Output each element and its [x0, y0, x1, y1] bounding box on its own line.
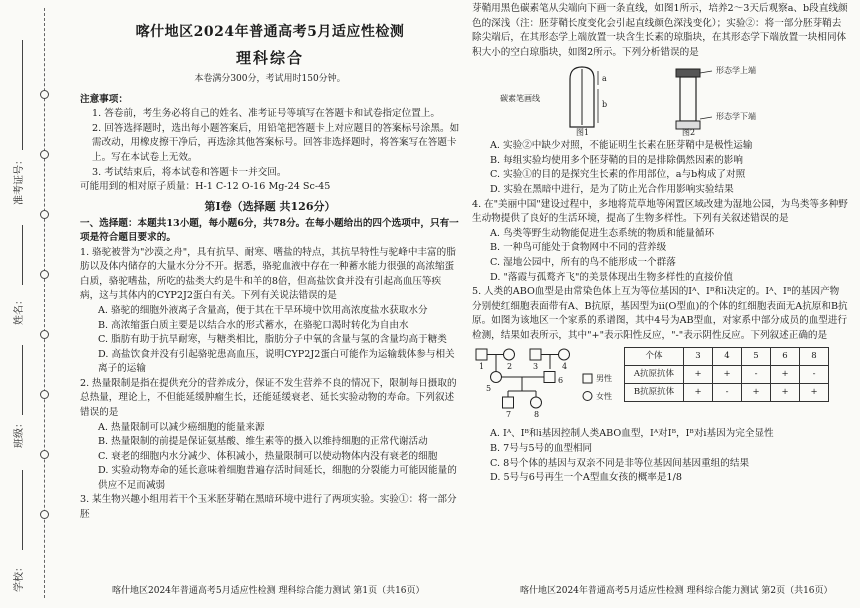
pedigree-number: 7: [506, 410, 512, 420]
question-stem: 某生物兴趣小组用若干个玉米胚芽鞘在黑暗环境中进行了两项实验。实验①：将一部分胚: [80, 494, 457, 521]
pedigree-number: 6: [558, 376, 564, 386]
table-cell: +: [713, 366, 742, 384]
question-2: [80, 377, 460, 421]
question-stem: 热量限制是指在提供充分的营养成分，保证不发生营养不良的情况下，限制每日摄取的总热量，理论上，不但能延缓肿瘤生长，还能延缓衰老、延长实验动物的寿命。下列叙述错误的是: [80, 377, 457, 419]
atomic-masses: 可能用到的相对原子质量：H-1 C-12 O-16 Mg-24 Sc-45: [80, 181, 331, 193]
question-number: 3.: [80, 494, 90, 506]
question-stem: 在"美丽中国"建设过程中，多地将荒草地等闲置区域改建为湿地公园，为鸟类等多种野生动物提供了良好的生活环境，提高了生物多样性。下列有关叙述错误的是: [472, 198, 848, 225]
question-number: 2.: [80, 377, 90, 389]
school-line: [22, 470, 23, 550]
legend-symbols: [582, 373, 594, 403]
option-d: D. 高盐饮食并没有引起骆驼患高血压，说明CYP2J2蛋白可能作为运输载体参与相关离子的运输: [98, 348, 455, 375]
table-cell: +: [684, 384, 713, 402]
question-stem: 骆驼被誉为"沙漠之舟"，具有抗旱、耐寒、嗜盐的特点，其抗旱特性与驼峰中丰富的脂肪以及体内储存的大量水分分不开。据悉，骆驼血液中存在一种蓄水能力很强的高浓缩蛋白质，骆驼嗜盐，所吃的盐类大约是牛和羊的8倍，但高盐饮食并没有引起高血压等疾病，这与其体内的CYP2J2蛋白有关。下列有关说法错误的是: [80, 246, 456, 302]
class-label: 班级：: [14, 418, 25, 448]
page-1-footer: 喀什地区2024年普通高考5月适应性检测 理科综合能力测试 第1页（共16页）: [112, 586, 425, 596]
score-line: 本卷满分300分，考试用时150分钟。: [194, 74, 346, 85]
fig1-caption: 图1: [576, 128, 590, 138]
name-label: 姓名：: [14, 295, 25, 325]
pedigree-number: 1: [479, 362, 485, 372]
figures: [472, 63, 848, 137]
table-header-cell: 3: [684, 348, 713, 366]
question-stem: 人类的ABO血型是由常染色体上互为等位基因的Iᴬ、Iᴮ和i决定的。Iᴬ、Iᴮ的基因产物分别使红细胞表面带有A、B抗原，基因型为ii(O型血)的个体的红细胞表面无A抗原和B抗原。如图为该地区一个家系的系谱图，其中4号为AB型血，对家系中部分成员的血型进行检测，结果如表所示，其中"+"表示阳性反应，"-"表示阴性反应。下列叙述正确的是: [472, 286, 848, 341]
option-c: C. 实验①的目的是探究生长素的作用部位，a与b构成了对照: [490, 169, 746, 181]
table-header-cell: 8: [800, 348, 829, 366]
option-a: A. 热量限制可以减少癌细胞的能量来源: [98, 421, 265, 433]
binding-hole: [40, 150, 49, 159]
fig1-side-label: 碳素笔画线: [500, 94, 540, 104]
exam-subtitle: 理科综合: [235, 49, 304, 68]
name-line: [22, 225, 23, 285]
option-d: D. 实验在黑暗中进行，是为了防止光合作用影响实验结果: [490, 184, 734, 196]
binding-margin: [0, 0, 62, 608]
table-cell: B抗原抗体: [625, 384, 684, 402]
question-4: [472, 198, 848, 227]
table-header-cell: 6: [771, 348, 800, 366]
exam-no-label: 准考证号：: [14, 155, 25, 205]
table-cell: -: [800, 366, 829, 384]
blood-test-table: [624, 347, 829, 402]
option-c: C. 衰老的细胞内水分减少、体积减小，热量限制可以使动物体内没有衰老的细胞: [98, 450, 438, 462]
notice-item: 3. 考试结束后，将本试卷和答题卡一并交回。: [92, 166, 287, 178]
option-c: C. 脂肪有助于抗旱耐寒，与糖类相比，脂肪分子中氧的含量与氢的含量均高于糖类: [98, 334, 447, 346]
option-d: D. 实验动物寿命的延长意味着细胞普遍存活时间延长，细胞的分裂能力可能因能量的供应不足而减弱: [98, 465, 457, 491]
option-a: A. 鸟类等野生动物能促进生态系统的物质和能量循环: [490, 227, 715, 239]
question-3: [80, 493, 460, 522]
table-cell: +: [684, 366, 713, 384]
page-1: [80, 0, 460, 523]
table-header-cell: 4: [713, 348, 742, 366]
table-header-row: [625, 348, 829, 366]
option-c: C. 8号个体的基因与双亲不同是非等位基因间基因重组的结果: [490, 457, 750, 469]
pedigree-number: 8: [534, 410, 540, 420]
legend-male: 男性: [596, 374, 612, 384]
option-b: B. 一种鸟可能处于食物网中不同的营养级: [490, 242, 667, 254]
option-c: C. 湿地公园中，所有的鸟不能形成一个群落: [490, 256, 676, 268]
table-row: [625, 384, 829, 402]
option-b: B. 高浓缩蛋白质主要是以结合水的形式蓄水，在骆驼口渴时转化为自由水: [98, 319, 409, 331]
option-d: D. "落霞与孤鹜齐飞"的美景体现出生物多样性的直接价值: [490, 271, 733, 283]
table-header-cell: 个体: [625, 348, 684, 366]
table-cell: +: [800, 384, 829, 402]
binding-hole: [40, 270, 49, 279]
figure-1-coleoptile: [542, 63, 622, 135]
table-row: [625, 366, 829, 384]
fig1-label-b: b: [602, 100, 608, 110]
question-5: [472, 285, 848, 343]
pedigree-number: 3: [533, 362, 539, 372]
question-number: 4.: [472, 198, 482, 210]
question-number: 1.: [80, 246, 90, 258]
section-title: 第Ⅰ卷（选择题 共126分）: [204, 199, 336, 213]
table-cell: +: [771, 384, 800, 402]
fig2-label-top: 形态学上端: [716, 66, 756, 76]
fig2-label-bottom: 形态学下端: [716, 112, 756, 122]
question-3-continued: 芽鞘用黑色碳素笔从尖端向下画一条直线，如图1所示，培养2～3天后观察a、b段直线颜色的深浅（注：胚芽鞘长度变化会引起直线颜色深浅变化）；实验②：将一部分胚芽鞘去除尖端后，在其形态学上端放置一块含生长素的琼脂块，在其形态学下端放置一块相同体积大小的空白琼脂块，如图2所示。下列分析错误的是: [472, 3, 848, 58]
page-2: [472, 0, 848, 486]
option-d: D. 5号与6号再生一个A型血女孩的概率是1/8: [490, 472, 682, 484]
table-cell: A抗原抗体: [625, 366, 684, 384]
fig1-label-a: a: [602, 74, 607, 84]
class-line: [22, 345, 23, 415]
table-header-cell: 5: [742, 348, 771, 366]
section-intro: 一、选择题：本题共13小题，每小题6分，共78分。在每小题给出的四个选项中，只有一项是符合题目要求的。: [80, 217, 459, 244]
legend-female: 女性: [596, 392, 612, 402]
pedigree-number: 4: [562, 362, 568, 372]
notice-heading: 注意事项：: [80, 93, 128, 105]
binding-hole: [40, 450, 49, 459]
fig2-caption: 图2: [682, 128, 696, 138]
pedigree-and-table: [472, 345, 848, 427]
option-a: A. 实验②中缺少对照，不能证明生长素在胚芽鞘中是极性运输: [490, 140, 753, 152]
school-label: 学校：: [14, 562, 25, 592]
question-number: 5.: [472, 286, 482, 298]
table-cell: -: [713, 384, 742, 402]
question-1: [80, 246, 460, 304]
option-a: A. 骆驼的细胞外液离子含量高，便于其在干旱环境中饮用高浓度盐水获取水分: [98, 304, 428, 316]
binding-hole: [40, 330, 49, 339]
option-a: A. Iᴬ、Iᴮ和i基因控制人类ABO血型，Iᴬ对Iᴮ，Iᴮ对i基因为完全显性: [490, 428, 774, 440]
option-b: B. 热量限制的前提是保证氨基酸、维生素等的摄入以维持细胞的正常代谢活动: [98, 436, 428, 448]
option-b: B. 7号与5号的血型相同: [490, 442, 593, 454]
exam-title: 喀什地区2024年普通高考5月适应性检测: [135, 24, 405, 40]
table-cell: +: [771, 366, 800, 384]
notice-item: 2. 回答选择题时，选出每小题答案后，用铅笔把答题卡上对应题目的答案标号涂黑。如需改动，用橡皮擦干净后，再选涂其他答案标号。回答非选择题时，将答案写在答题卡上。写在本试卷上无效。: [92, 122, 460, 164]
exam-no-line: [22, 40, 23, 150]
pedigree-number: 5: [486, 384, 492, 394]
option-b: B. 每组实验均使用多个胚芽鞘的目的是排除偶然因素的影响: [490, 154, 743, 166]
notice-item: 1. 答卷前，考生务必将自己的姓名、准考证号等填写在答题卡和试卷指定位置上。: [92, 108, 440, 120]
binding-hole: [40, 390, 49, 399]
page-2-footer: 喀什地区2024年普通高考5月适应性检测 理科综合能力测试 第2页（共16页）: [520, 586, 833, 596]
pedigree-number: 2: [507, 362, 513, 372]
binding-hole: [40, 510, 49, 519]
table-cell: -: [742, 366, 771, 384]
binding-hole: [40, 210, 49, 219]
table-cell: +: [742, 384, 771, 402]
binding-hole: [40, 90, 49, 99]
